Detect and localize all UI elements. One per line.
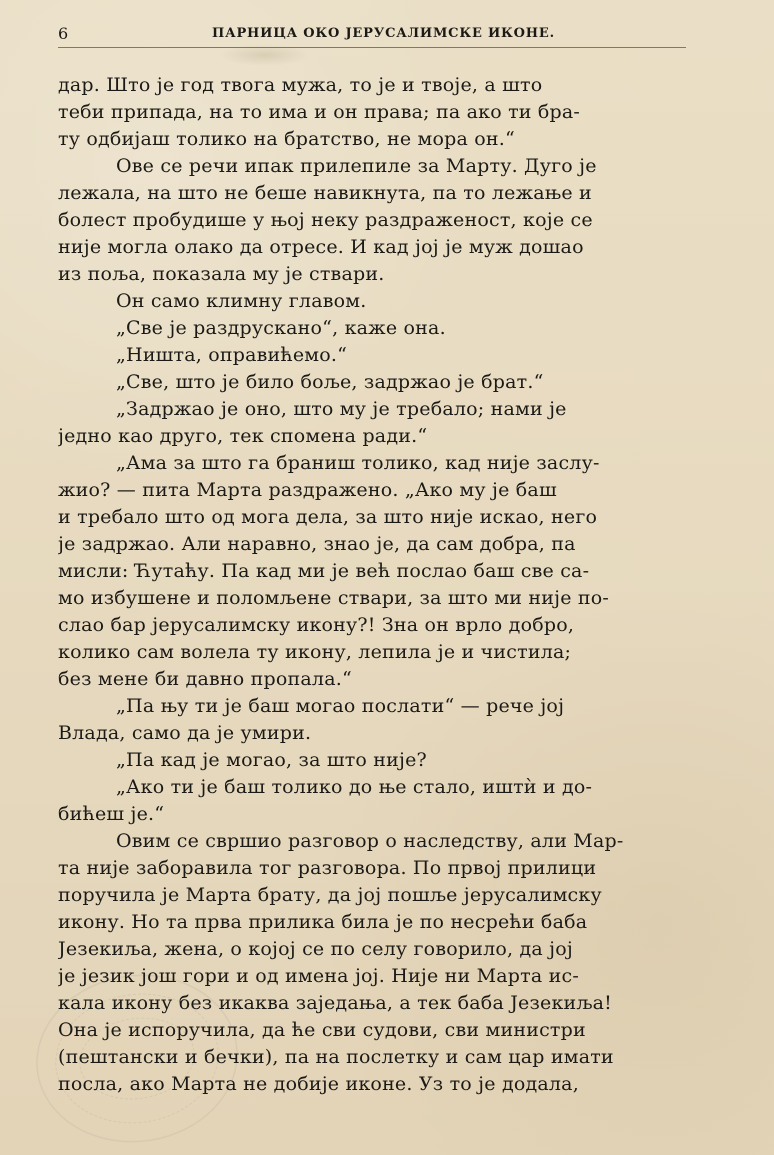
body-line: слао бар јерусалимску икону?! Зна он врло добро, [58, 614, 575, 636]
body-line: „Ама за што га браниш толико, кад није заслу- [116, 452, 600, 474]
body-line: болест пробудише у њој неку раздраженост, које се [58, 209, 593, 231]
body-line: дар. Што је год твога мужа, то је и твоје, а што [58, 74, 543, 96]
body-line: без мене би давно пропала.“ [58, 668, 352, 690]
body-line: жио? — пита Марта раздражено. „Ако му је баш [58, 479, 557, 501]
body-line: „Ако ти је баш толико до ње стало, иштѝ и до- [116, 776, 593, 798]
body-line: мо избушене и поломљене ствари, за што ми није по- [58, 587, 610, 609]
body-line: једно као друго, тек спомена ради.“ [58, 425, 428, 447]
body-line: лежала, на што не беше навикнута, па то лежање и [58, 182, 592, 204]
body-line: мисли: Ћутаћу. Па кад ми је већ послао баш све са- [58, 560, 590, 582]
body-line: икону. Но та прва прилика била је по несрећи баба [58, 911, 588, 933]
running-title: ПАРНИЦА ОКО ЈЕРУСАЛИМСКЕ ИКОНЕ. [212, 26, 555, 41]
body-line: „Па кад је могао, за што није? [116, 749, 427, 771]
body-line: Овим се свршио разговор о наследству, али Мар- [116, 830, 624, 852]
body-line: колико сам волела ту икону, лепила је и чистила; [58, 641, 572, 663]
body-line: „Задржао је оно, што му је требало; нами је [116, 398, 567, 420]
body-line: (пештански и бечки), па на послетку и сам цар имати [58, 1046, 614, 1068]
body-line: „Па њу ти је баш могао послати“ — рече јој [116, 695, 565, 717]
body-line: поручила је Марта брату, да јој пошље јерусалимску [58, 884, 602, 906]
page-header [58, 24, 686, 44]
body-line: из поља, показала му је ствари. [58, 263, 385, 285]
body-line: је језик још гори и од имена јој. Није ни Марта ис- [58, 965, 579, 987]
body-line: бићеш је.“ [58, 803, 165, 825]
body-line: није могла олако да отресе. И кад јој је муж дошао [58, 236, 584, 258]
body-line: „Ништа, оправићемо.“ [116, 344, 348, 366]
body-line: „Све, што је било боље, задржао је брат.“ [116, 371, 544, 393]
page-number: 6 [58, 24, 69, 43]
body-line: и требало што од мога дела, за што није искао, него [58, 506, 598, 528]
body-line: кала икону без икаква заједања, а тек баба Језекиља! [58, 992, 612, 1014]
body-line: посла, ако Марта не добије иконе. Уз то је додала, [58, 1073, 579, 1095]
body-line: та није заборавила тог разговора. По првој прилици [58, 857, 597, 879]
body-line: Она је испоручила, да ће сви судови, сви министри [58, 1019, 586, 1041]
body-line: Ове се речи ипак прилепиле за Марту. Дуго је [116, 155, 597, 177]
body-line: „Све је раздрускано“, каже она. [116, 317, 446, 339]
body-line: Језекиља, жена, о којој се по селу говорило, да јој [58, 938, 573, 960]
body-line: Он само климну главом. [116, 290, 367, 312]
body-line: Влада, само да је умири. [58, 722, 312, 744]
body-line: је задржао. Али наравно, знао је, да сам добра, па [58, 533, 576, 555]
body-line: ту одбијаш толико на братство, не мора он.“ [58, 128, 515, 150]
header-rule [58, 47, 686, 48]
body-line: теби припада, на то има и он права; па ако ти бра- [58, 101, 581, 123]
